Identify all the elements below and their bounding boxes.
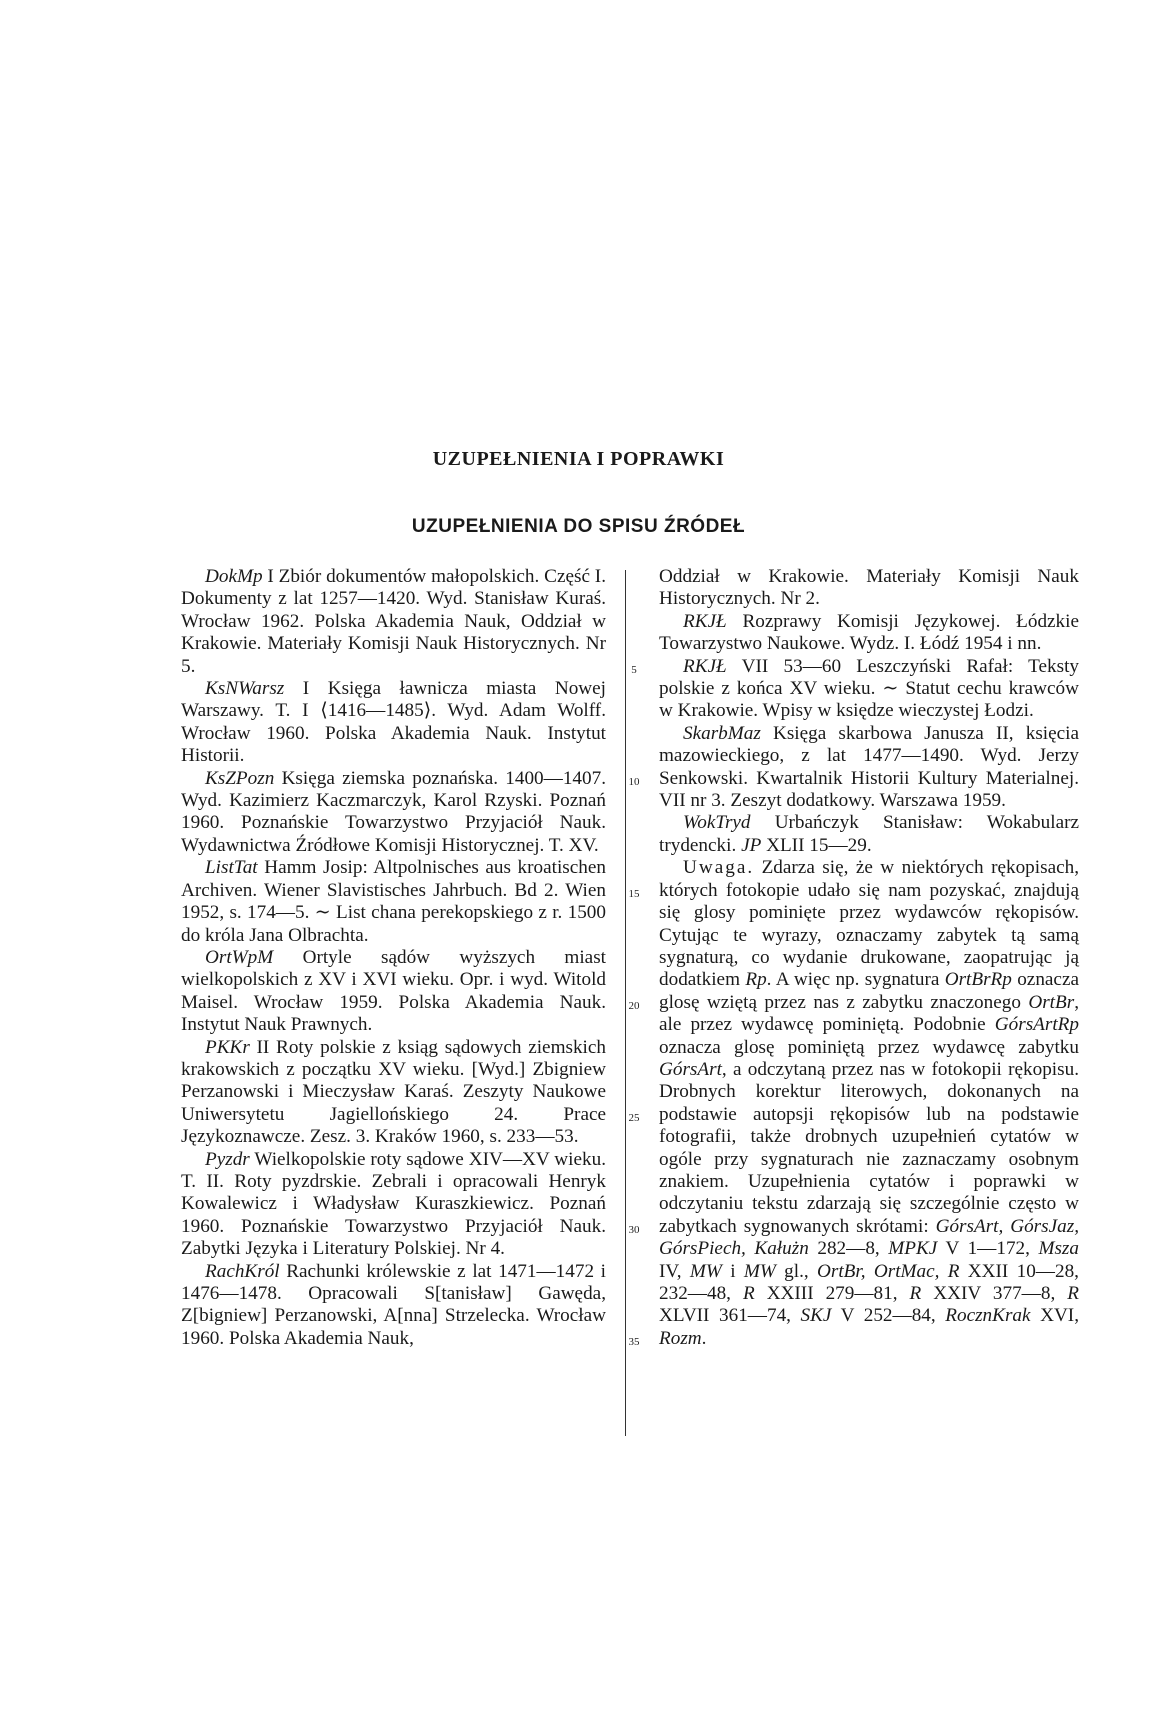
line-number: 20 xyxy=(628,1000,640,1012)
note-ref: OrtBr, OrtMac, R xyxy=(817,1260,960,1282)
entry-text: Księga skarbowa Janusza II, księcia mazowieckiego, z lat 1477—1490. Wyd. Jerzy Senkowski. Kwartalnik Historii Kultury Materialnej. VII nr 3. Zeszyt dodatkowy. Warszawa 1959. xyxy=(659,722,1079,812)
note-paragraph xyxy=(659,857,1079,1350)
line-number: 25 xyxy=(628,1112,640,1124)
entry-text: Wielkopolskie roty sądowe XIV—XV wieku. T. II. Roty pyzdrskie. Zebrali i opracowali Henryk Kowalewicz i Władysław Kuraszkiewicz. Poznań 1960. Poznańskie Towarzystwo Przyjaciół Nauk. Zabytki Języka i Literatury Polskiej. Nr 4. xyxy=(181,1148,606,1260)
source-entry xyxy=(181,678,606,768)
source-entry xyxy=(181,768,606,858)
entry-abbr: RKJŁ xyxy=(683,655,727,677)
note-text: V 1—172, xyxy=(937,1238,1039,1260)
source-entry xyxy=(181,566,606,678)
note-text: V 252—84, xyxy=(831,1305,946,1327)
entry-abbr: RKJŁ xyxy=(683,610,727,632)
note-ref: Msza xyxy=(1038,1238,1079,1260)
note-ref: GórsArt, GórsJaz, GórsPiech, Kałużn xyxy=(659,1215,1079,1260)
entry-abbr: WokTryd xyxy=(683,812,751,834)
note-ref: MPKJ xyxy=(888,1238,938,1260)
note-ref: R xyxy=(1067,1283,1079,1304)
note-text: XXIV 377—8, xyxy=(921,1283,1068,1304)
note-label: Uwaga. xyxy=(683,857,755,879)
entry-text: II Roty polskie z ksiąg sądowych ziemskich krakowskich z początku XV wieku. [Wyd.] Zbigniew Perzanowski i Mieczysław Karaś. Zeszyty Naukowe Uniwersytetu Jagiellońskiego 24. Prace Językoznawcze. Zesz. 3. Kraków 1960, s. 233—53. xyxy=(181,1036,606,1148)
note-text: XXIII 279—81, xyxy=(754,1283,910,1304)
column-divider xyxy=(625,570,626,1436)
entry-abbr: PKKr xyxy=(205,1036,250,1058)
line-number: 5 xyxy=(631,664,637,676)
note-ref: MW xyxy=(743,1260,776,1282)
entry-abbr: Pyzdr xyxy=(205,1148,250,1170)
page-title: UZUPEŁNIENIA I POPRAWKI xyxy=(432,448,725,470)
note-text: Zdarza się, że w niektórych rękopisach, których fotokopie udało się nam pozyskać, znajdują się glosy pominięte przez wydawców rękopisów. Cytując te wyrazy, oznaczamy zabytek tą samą sygnaturą, co wydanie drukowane, zaopatrując ją dodatkiem xyxy=(659,857,1079,991)
entry-text: I Księga ławnicza miasta Nowej Warszawy. T. I ⟨1416—1485⟩. Wyd. Adam Wolff. Wrocław 1960. Polska Akademia Nauk. Instytut Historii. xyxy=(181,678,606,767)
note-text: IV, xyxy=(659,1260,690,1282)
line-number: 15 xyxy=(628,888,640,900)
source-entry xyxy=(181,857,606,947)
note-ref: R xyxy=(909,1283,922,1304)
note-text: oznacza glosę pominiętą przez wydawcę zabytku xyxy=(659,1036,1079,1058)
note-text: XVI, xyxy=(1030,1305,1079,1327)
line-number: 30 xyxy=(628,1224,640,1236)
note-ref: R xyxy=(742,1283,755,1304)
source-entry xyxy=(659,723,1079,813)
note-ref: OrtBrRp xyxy=(944,969,1012,991)
source-entry xyxy=(181,1037,606,1149)
entry-abbr: RachKról xyxy=(205,1260,280,1282)
note-text: XLVII 361—74, xyxy=(659,1305,801,1327)
source-entry xyxy=(659,611,1079,656)
line-number: 35 xyxy=(628,1336,640,1348)
entry-ref: JP xyxy=(741,834,762,856)
entry-text: VII 53—60 Leszczyński Rafał: Teksty polskie z końca XV wieku. ∼ Statut cechu krawców w Krakowie. Wpisy w księdze wieczystej Łodzi. xyxy=(659,655,1079,722)
right-column xyxy=(659,566,1079,1350)
note-ref: RocznKrak xyxy=(945,1305,1031,1327)
entry-abbr: OrtWpM xyxy=(205,946,274,968)
entry-text: Rozprawy Komisji Językowej. Łódzkie Towarzystwo Naukowe. Wydz. I. Łódź 1954 i nn. xyxy=(659,610,1079,655)
line-number: 10 xyxy=(628,776,640,788)
note-text: oznacza glosę wziętą przez nas z zabytku znaczonego xyxy=(659,969,1079,1013)
entry-text: Rachunki królewskie z lat 1471—1472 i 1476—1478. Opracowali S[tanisław] Gawęda, Z[bigniew] Perzanowski, A[nna] Strzelecka. Wrocław 1960. Polska Akademia Nauk, xyxy=(181,1260,606,1349)
entry-abbr: ListTat xyxy=(205,857,258,879)
source-entry xyxy=(181,1149,606,1261)
note-text: 282—8, xyxy=(808,1238,889,1260)
source-entry xyxy=(659,812,1079,857)
note-text: . xyxy=(701,1327,707,1349)
entry-text: XLII 15—29. xyxy=(761,834,872,856)
entry-text: Księga ziemska poznańska. 1400—1407. Wyd. Kazimierz Kaczmarczyk, Karol Rzyski. Poznań 1960. Poznańskie Towarzystwo Przyjaciół Nauk. Wydawnictwa Źródłowe Komisji Historycznej. T. XV. xyxy=(181,767,606,856)
note-text: , ale przez wydawcę pominiętą. Podobnie xyxy=(659,991,1079,1036)
note-text: , a odczytaną przez nas w fotokopii rękopisu. Drobnych korektur literowych, dokonanych na podstawie autopsji rękopisów lub na podstawie fotografii, także drobnych uzupełnień cytatów w ogóle przy sygnaturach nie zaznaczamy osobnym znakiem. Uzupełnienia cytatów i poprawki w odczytaniu tekstu zdarzają się szczególnie często w zabytkach sygnowanych skrótami: xyxy=(659,1058,1079,1237)
left-column xyxy=(181,566,606,1350)
note-ref: MW xyxy=(689,1260,722,1282)
entry-abbr: KsZPozn xyxy=(205,767,275,789)
note-text: . A więc np. sygnatura xyxy=(766,969,945,991)
note-ref: GórsArtRp xyxy=(994,1014,1079,1036)
entry-text: Ortyle sądów wyższych miast wielkopolskich z XV i XVI wieku. Opr. i wyd. Witold Maisel. Wrocław 1959. Polska Akademia Nauk. Instytut Nauk Prawnych. xyxy=(181,946,606,1036)
note-text: gl., xyxy=(775,1260,818,1282)
source-entry xyxy=(181,1261,606,1351)
source-entry xyxy=(181,947,606,1037)
entry-text: I Zbiór dokumentów małopolskich. Część I. Dokumenty z lat 1257—1420. Wyd. Stanisław Kuraś. Wrocław 1962. Polska Akademia Nauk, Oddział w Krakowie. Materiały Komisji Nauk Historycznych. Nr 5. xyxy=(181,566,606,677)
note-ref: Rp xyxy=(745,969,767,991)
entry-abbr: SkarbMaz xyxy=(683,722,761,744)
entry-abbr: KsNWarsz xyxy=(205,678,285,700)
note-ref: OrtBr xyxy=(1028,991,1075,1013)
note-ref: GórsArt xyxy=(659,1058,722,1080)
note-text: XXII 10—28, 232—48, xyxy=(659,1260,1079,1304)
entry-text: Urbańczyk Stanisław: Wokabularz trydencki. xyxy=(659,812,1079,856)
note-ref: SKJ xyxy=(800,1305,832,1327)
note-ref: Rozm xyxy=(659,1327,702,1349)
entry-text: Hamm Josip: Altpolnisches aus kroatischen Archiven. Wiener Slavistisches Jahrbuch. Bd 2. Wien 1952, s. 174—5. ∼ List chana perekopskiego z r. 1500 do króla Jana Olbrachta. xyxy=(181,857,606,946)
section-title: UZUPEŁNIENIA DO SPISU ŹRÓDEŁ xyxy=(411,516,746,537)
entry-abbr: DokMp xyxy=(205,566,263,587)
note-text: i xyxy=(721,1260,744,1282)
entry-continuation: Oddział w Krakowie. Materiały Komisji Nauk Historycznych. Nr 2. xyxy=(659,566,1079,610)
source-entry xyxy=(659,656,1079,723)
